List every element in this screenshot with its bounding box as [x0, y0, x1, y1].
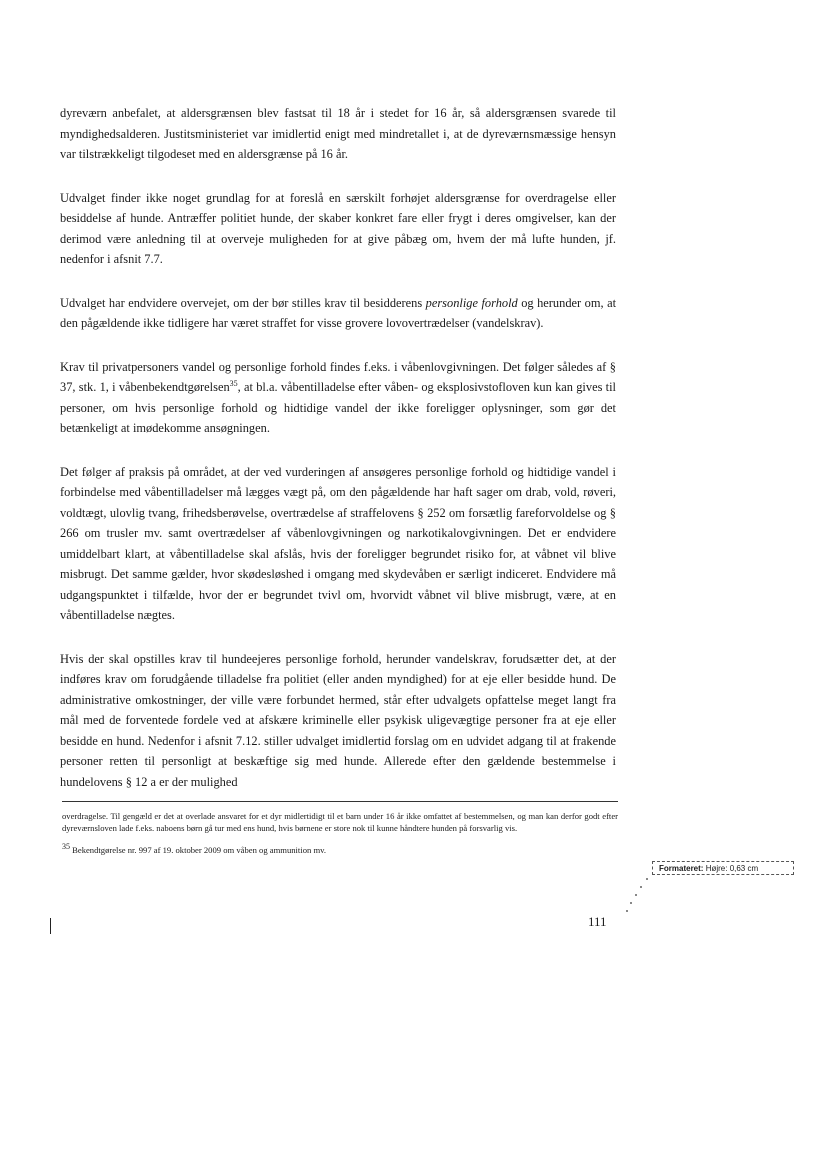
footnote-35-text: Bekendtgørelse nr. 997 af 19. oktober 2009 om våben og ammunition mv.: [70, 845, 327, 855]
paragraph-4-after: , at bl.a. våbentilladelse efter våben- og eksplosivstofloven kun kan gives til personer, om hvis personlige forhold og hidtidige vandel der ikke foreligger oplysninger, som gør det betænkeligt at imødekomme ansøgningen.: [60, 380, 616, 435]
paragraph-3-before: Udvalget har endvidere overvejet, om der bør stilles krav til besidderens: [60, 295, 426, 310]
comment-leader-dot: [630, 902, 632, 904]
comment-leader-dot: [626, 910, 628, 912]
footnote-continued: overdragelse. Til gengæld er det at overlade ansvaret for et dyr midlertidigt til et barn under 16 år ikke omfattet af bestemmelsen, og man kan derfor godt efter dyreværnsloven lade f.eks. naboens børn gå tur med ens hund, hvis børnene er store nok til kunne håndtere hunden på forsvarlig vis.: [62, 811, 618, 833]
comment-leader-dot: [640, 886, 642, 888]
footnote-reference-35[interactable]: 35: [229, 378, 238, 388]
body-text: [60, 103, 616, 815]
paragraph-4-before: Krav til privatpersoners vandel og personlige forhold findes f.eks. i våbenlovgivningen. Det følger således af § 37, stk. 1, i våbenbekendtgørelsen: [60, 359, 616, 394]
format-comment-balloon[interactable]: [652, 861, 794, 875]
paragraph-1: dyreværn anbefalet, at aldersgrænsen blev fastsat til 18 år i stedet for 16 år, så aldersgrænsen svarede til myndighedsalderen. Justitsministeriet var imidlertid enigt med mindretallet i, at de dyreværnsmæssige hensyn var tilstrækkeligt tilgodeset med en aldersgrænse på 16 år.: [60, 106, 616, 161]
footnote-marker: 35: [62, 842, 70, 852]
paragraph-4: [60, 357, 616, 439]
format-comment-value: Højre: 0,63 cm: [705, 864, 759, 873]
footnote-separator: [62, 801, 618, 802]
comment-leader-dot: [646, 878, 648, 880]
page-number: 111: [588, 914, 607, 929]
paragraph-2: Udvalget finder ikke noget grundlag for at foreslå en særskilt forhøjet aldersgrænse for overdragelse eller besiddelse af hunde. Antræffer politiet hunde, der skaber konkret fare eller frygt i deres omgivelser, kan der derimod være anledning til at overveje muligheden for at give påbæg om, hvem der må lufte hunden, jf. nedenfor i afsnit 7.7.: [60, 190, 616, 266]
footnote-35: [62, 844, 618, 856]
paragraph-5: Det følger af praksis på området, at der ved vurderingen af ansøgeres personlige forhold og hidtidige vandel i forbindelse med våbentilladelser må lægges vægt på, om den pågældende har haft sager om drab, vold, røveri, voldtægt, ulovlig tvang, frihedsberøvelse, overtrædelse af straffelovens § 252 om forsætlig fareforvoldelse og § 266 om trusler mv. samt overtrædelser af våbenlovgivningen og narkotikalovgivningen. Det er endvidere umiddelbart klart, at våbentilladelse skal afslås, hvis der foreligger begrundet risiko for, at våbnet vil blive misbrugt. Det samme gælder, hvor skødesløshed i omgang med skydevåben er særligt indiceret. Endvidere må udgangspunktet i tilfælde, hvor der er begrundet tvivl om, hvorvidt våbnet vil blive misbrugt, være, at en våbentilladelse nægtes.: [60, 464, 616, 622]
paragraph-3-after: og herunder om, at den pågældende ikke tidligere har været straffet for visse grovere lovovertrædelser (vandelskrav).: [60, 295, 617, 330]
paragraph-6: Hvis der skal opstilles krav til hundeejeres personlige forhold, herunder vandelskrav, forudsætter det, at der indføres krav om forudgående tilladelse fra politiet (eller anden myndighed) for at eje eller besidde hund. De administrative omkostninger, der ville være forbundet hermed, står efter udvalgets opfattelse meget langt fra mål med de forventede fordele ved at afskære kriminelle eller psykisk uligevægtige personer fra at eje eller besidde en hund. Nedenfor i afsnit 7.12. stiller udvalget imidlertid forslag om en udvidet adgang til at frakende personer retten til personligt at beskæftige sig med hunde. Allerede efter den gældende bestemmelse i hundelovens § 12 a er der mulighed: [60, 651, 616, 789]
comment-leader-dot: [635, 894, 637, 896]
change-bar: [50, 918, 51, 934]
paragraph-3: [60, 293, 616, 334]
format-comment-label: Formateret:: [659, 864, 704, 873]
paragraph-3-emphasis: personlige forhold: [425, 295, 518, 310]
footnotes: [62, 810, 618, 866]
